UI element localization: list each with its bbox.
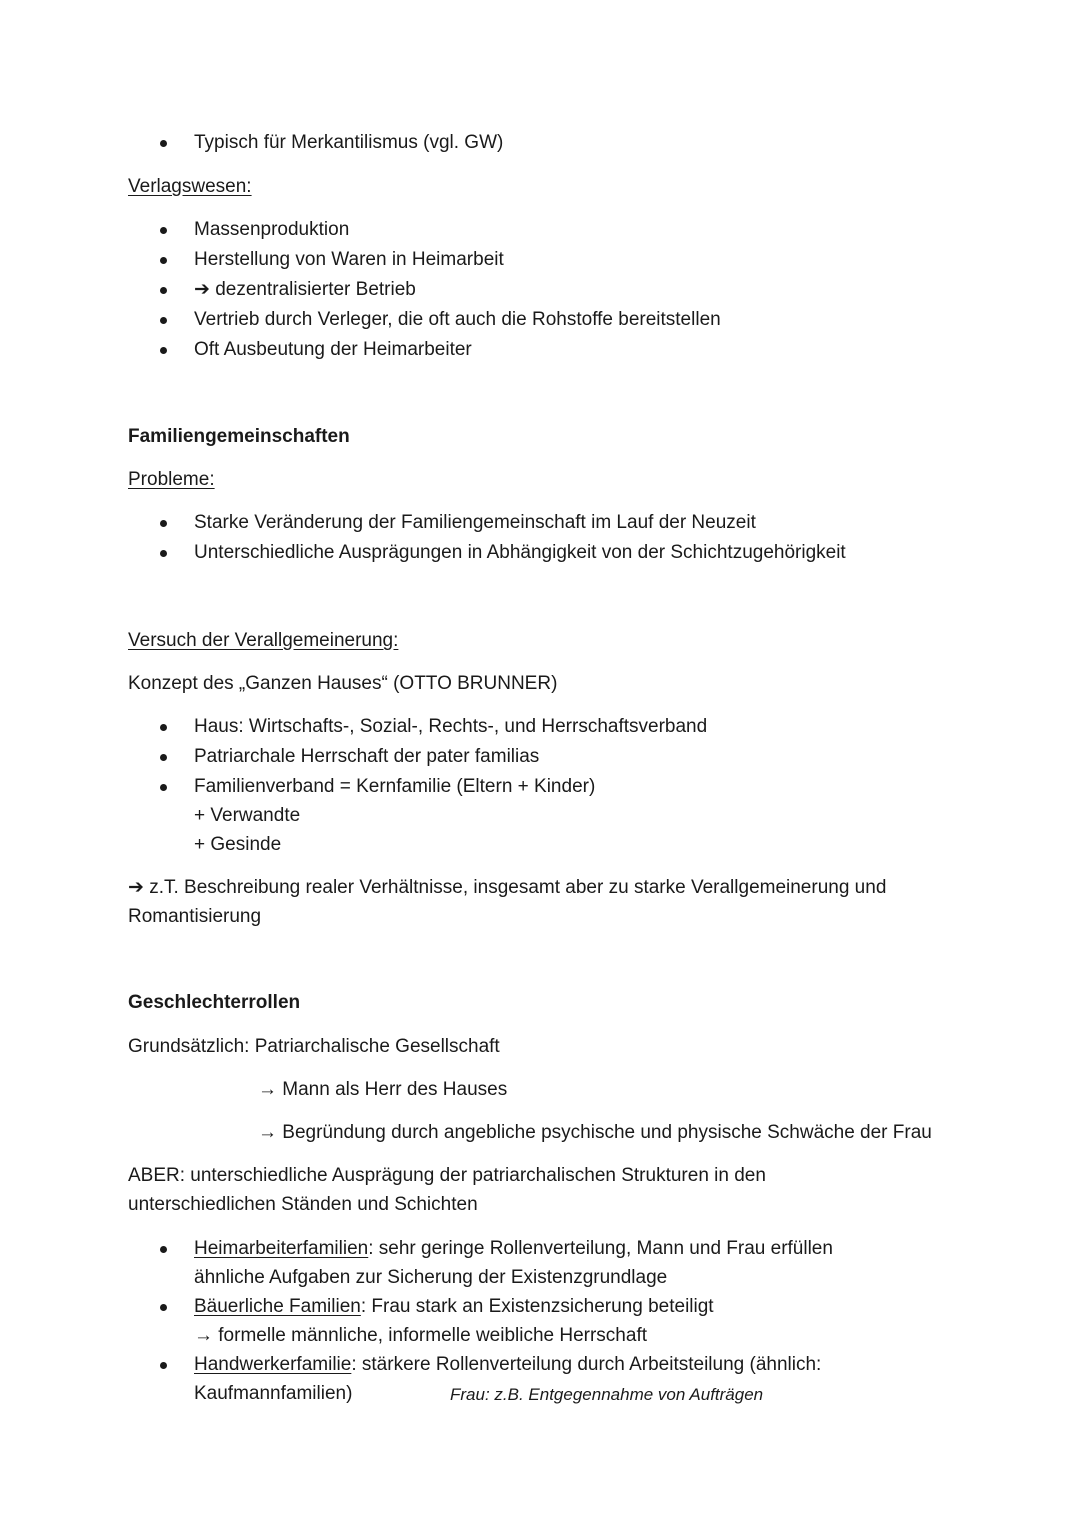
section-subheading-versuch: Versuch der Verallgemeinerung:	[128, 630, 399, 651]
list-item: Unterschiedliche Ausprägungen in Abhängigkeit von der Schichtzugehörigkeit	[194, 542, 846, 563]
section-subheading-probleme: Probleme:	[128, 469, 215, 490]
list-item: Herstellung von Waren in Heimarbeit	[194, 249, 504, 270]
paragraph-konzept: Konzept des „Ganzen Hauses“ (OTTO BRUNNER)	[128, 673, 558, 694]
list-item: Oft Ausbeutung der Heimarbeiter	[194, 339, 472, 360]
bullet-dot	[160, 724, 167, 731]
arrow-line: → Begründung durch angebliche psychische und physische Schwäche der Frau	[258, 1122, 932, 1143]
term: Bäuerliche Familien	[194, 1296, 361, 1317]
bullet-dot	[160, 1362, 167, 1369]
list-item-continuation: → formelle männliche, informelle weibliche Herrschaft	[194, 1325, 648, 1346]
bullet-dot	[160, 287, 167, 294]
bullet-dot	[160, 257, 167, 264]
bullet-dot	[160, 317, 167, 324]
arrow-line: → Mann als Herr des Hauses	[258, 1079, 508, 1100]
bullet-dot	[160, 520, 167, 527]
list-item: Vertrieb durch Verleger, die oft auch die Rohstoffe bereitstellen	[194, 309, 721, 330]
bullet-dot	[160, 140, 167, 147]
bullet-dot	[160, 347, 167, 354]
list-item	[194, 1295, 714, 1319]
bullet-dot	[160, 1246, 167, 1253]
bullet-dot	[160, 784, 167, 791]
list-item: Familienverband = Kernfamilie (Eltern + Kinder)	[194, 776, 596, 797]
list-item: ➔ dezentralisierter Betrieb	[194, 279, 416, 300]
term-text: : stärkere Rollenverteilung durch Arbeitsteilung (ähnlich:	[351, 1354, 822, 1375]
list-item-continuation: ähnliche Aufgaben zur Sicherung der Existenzgrundlage	[194, 1267, 668, 1288]
paragraph-aber: ABER: unterschiedliche Ausprägung der patriarchalischen Strukturen in den	[128, 1165, 766, 1186]
section-title-familiengemeinschaften: Familiengemeinschaften	[128, 426, 350, 447]
bullet-dot	[160, 754, 167, 761]
list-item	[194, 1353, 821, 1377]
list-item-continuation: Kaufmannfamilien)	[194, 1383, 353, 1404]
term-text: : sehr geringe Rollenverteilung, Mann und Frau erfüllen	[368, 1238, 833, 1259]
side-note: Frau: z.B. Entgegennahme von Aufträgen	[450, 1385, 764, 1404]
term: Heimarbeiterfamilien	[194, 1238, 369, 1259]
paragraph-fazit: ➔ z.T. Beschreibung realer Verhältnisse, insgesamt aber zu starke Verallgemeinerung und	[128, 877, 887, 898]
paragraph-fazit-cont: Romantisierung	[128, 906, 262, 927]
list-item: Typisch für Merkantilismus (vgl. GW)	[194, 132, 504, 153]
bullet-dot	[160, 550, 167, 557]
list-item-continuation: + Verwandte	[194, 805, 301, 826]
term: Handwerkerfamilie	[194, 1354, 352, 1375]
list-item: Massenproduktion	[194, 219, 350, 240]
list-item-continuation: + Gesinde	[194, 834, 282, 855]
paragraph-aber-cont: unterschiedlichen Ständen und Schichten	[128, 1194, 478, 1215]
section-subheading-verlagswesen: Verlagswesen:	[128, 176, 252, 197]
bullet-dot	[160, 1304, 167, 1311]
bullet-dot	[160, 227, 167, 234]
paragraph-grundsatz: Grundsätzlich: Patriarchalische Gesellschaft	[128, 1036, 500, 1057]
list-item: Starke Veränderung der Familiengemeinschaft im Lauf der Neuzeit	[194, 512, 756, 533]
term-text: : Frau stark an Existenzsicherung beteiligt	[360, 1296, 714, 1317]
list-item: Patriarchale Herrschaft der pater familias	[194, 746, 540, 767]
list-item: Haus: Wirtschafts-, Sozial-, Rechts-, und Herrschaftsverband	[194, 716, 708, 737]
section-title-geschlechterrollen: Geschlechterrollen	[128, 992, 301, 1013]
list-item	[194, 1237, 833, 1261]
